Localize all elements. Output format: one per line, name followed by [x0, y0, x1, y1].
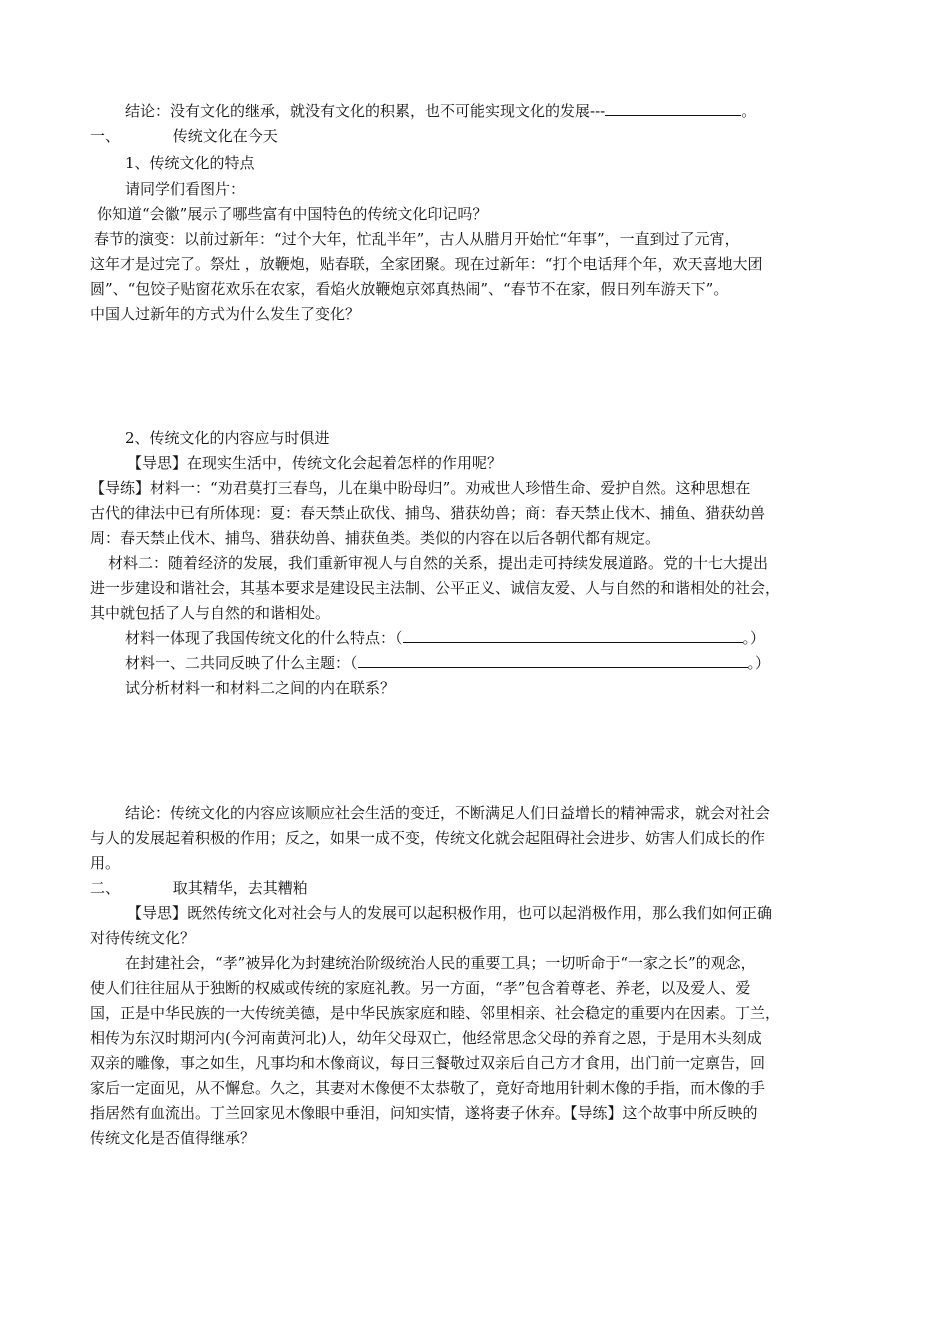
section-2-heading [90, 878, 308, 898]
section-1-title: 传统文化在今天 [172, 127, 278, 145]
conclusion-1 [125, 101, 756, 121]
material-1-line-2: 古代的律法中已有所体现：夏：春天禁止砍伐、捕鸟、猎获幼兽；商：春天禁止伐木、捕鱼、猎获幼兽 [90, 504, 766, 522]
material-2-line-3: 其中就包括了人与自然的和谐相处。 [90, 604, 331, 622]
xiao-line-1: 在封建社会，“孝”被异化为封建统治阶级统治人民的重要工具；一切听命于“一家之长”的观念， [125, 954, 756, 972]
spring-line-1: 春节的演变：以前过新年：“过个大年，忙乱半年”，古人从腊月开始忙“年事”，一直到过了元宵， [94, 230, 740, 248]
material-2-line-2: 进一步建设和谐社会，其基本要求是建设民主法制、公平正义、诚信友爱、人与自然的和谐相处的社会， [90, 579, 781, 597]
fill-question-1 [125, 628, 765, 648]
material-1-line-1: 【导练】材料一：“劝君莫打三春鸟，儿在巢中盼母归”。劝戒世人珍惜生命、爱护自然。这种思想在 [90, 479, 751, 497]
spring-question: 中国人过新年的方式为什么发生了变化？ [90, 305, 361, 323]
conclusion-2-line-3: 用。 [90, 854, 121, 872]
xiao-line-8: 传统文化是否值得继承？ [90, 1129, 256, 1147]
daosi-2-line-2: 对待传统文化？ [90, 929, 196, 947]
fill-question-2-end: 。） [747, 654, 771, 672]
conclusion-1-text: 结论：没有文化的继承，就没有文化的积累，也不可能实现文化的发展--- [125, 102, 606, 120]
conclusion-1-end: 。 [741, 102, 757, 120]
subheading-2: 2、传统文化的内容应与时俱进 [125, 429, 330, 447]
question-emblem: 你知道“会徽”展示了哪些富有中国特色的传统文化印记吗？ [97, 205, 488, 223]
xiao-line-3: 国，正是中华民族的一大传统美德，是中华民族家庭和睦、邻里相亲、社会稳定的重要内在因素。丁兰， [90, 1004, 781, 1022]
fill-question-2 [125, 653, 770, 673]
spring-line-3: 圆”、“包饺子贴窗花欢乐在农家，看焰火放鞭炮京郊真热闹”、“春节不在家，假日列车游天下”。 [90, 280, 729, 298]
daosi-1: 【导思】在现实生活中，传统文化会起着怎样的作用呢？ [127, 454, 503, 472]
look-pictures: 请同学们看图片： [125, 180, 246, 198]
fill-question-1-text: 材料一体现了我国传统文化的什么特点：（ [125, 629, 403, 647]
answer-blank-1[interactable] [403, 628, 743, 643]
section-2-number: 二、 [90, 879, 121, 897]
fill-question-2-text: 材料一、二共同反映了什么主题：（ [125, 654, 358, 672]
conclusion-2-line-1: 结论：传统文化的内容应该顺应社会生活的变迁，不断满足人们日益增长的精神需求，就会对社会 [125, 804, 771, 822]
xiao-line-7: 指居然有血流出。丁兰回家见木像眼中垂泪，问知实情，遂将妻子休弃。【导练】这个故事中所反映的 [90, 1104, 758, 1122]
material-1-line-3: 周：春天禁止伐木、捕鸟、猎获幼兽、捕获鱼类。类似的内容在以后各朝代都有规定。 [90, 529, 661, 547]
conclusion-2-line-2: 与人的发展起着积极的作用；反之，如果一成不变，传统文化就会起阻碍社会进步、妨害人们成长的作 [90, 829, 766, 847]
analyze-question: 试分析材料一和材料二之间的内在联系？ [125, 679, 396, 697]
answer-blank[interactable] [605, 101, 741, 116]
material-2-line-1: 材料二：随着经济的发展，我们重新审视人与自然的关系，提出走可持续发展道路。党的十七大提出 [108, 554, 769, 572]
xiao-line-6: 家后一定面见，从不懈怠。久之，其妻对木像便不太恭敬了，竟好奇地用针刺木像的手指，而木像的手 [90, 1079, 766, 1097]
xiao-line-2: 使人们往往屈从于独断的权威或传统的家庭礼教。另一方面，“孝”包含着尊老、养老，以及爱人、爱 [90, 979, 751, 997]
subheading-1: 1、传统文化的特点 [125, 154, 255, 172]
xiao-line-5: 双亲的雕像，事之如生，凡事均和木像商议，每日三餐敬过双亲后自己方才食用，出门前一定禀告，回 [90, 1054, 766, 1072]
section-1-number: 一、 [90, 127, 121, 145]
fill-question-1-end: 。） [742, 629, 766, 647]
daosi-2-line-1: 【导思】既然传统文化对社会与人的发展可以起积极作用，也可以起消极作用，那么我们如何正确 [127, 904, 773, 922]
xiao-line-4: 相传为东汉时期河内(今河南黄河北)人，幼年父母双亡，他经常思念父母的养育之恩，于是用木头刻成 [90, 1029, 762, 1047]
spring-line-2: 这年才是过完了。祭灶 ，放鞭炮，贴春联，全家团聚。现在过新年：“打个电话拜个年，欢天喜地大团 [90, 255, 763, 273]
answer-blank-2[interactable] [358, 653, 748, 668]
section-1-heading [90, 126, 278, 146]
section-2-title: 取其精华，去其糟粕 [172, 879, 308, 897]
